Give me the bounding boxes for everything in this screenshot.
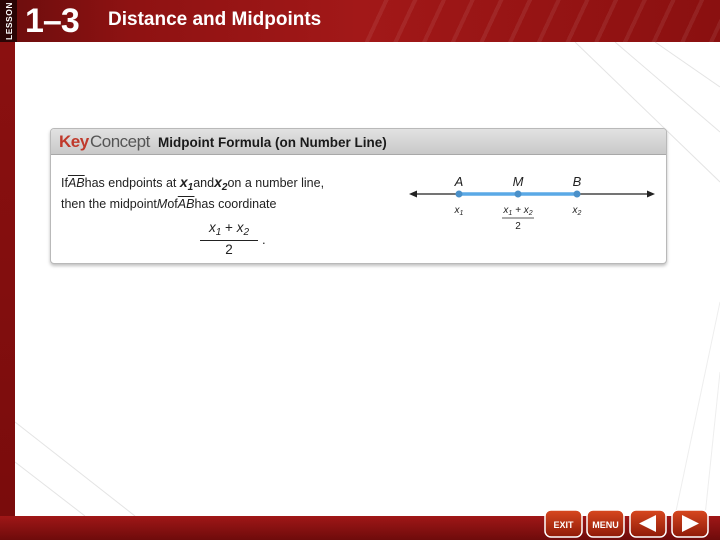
- statement-line-1: [61, 174, 324, 193]
- coord-x2: $x_2$: [572, 205, 582, 217]
- number-line: [407, 171, 657, 251]
- menu-button[interactable]: [587, 510, 624, 537]
- key-concept-box: [50, 128, 667, 264]
- bottom-nav-bar: [0, 510, 720, 540]
- statement-text: If: [61, 176, 68, 190]
- arrow-left-icon: [409, 191, 417, 198]
- formula-period: .: [262, 232, 266, 247]
- statement-text: and: [193, 176, 215, 190]
- arrow-right-icon: [647, 191, 655, 198]
- key-concept-header: [51, 129, 666, 155]
- midpoint-formula: [199, 220, 259, 257]
- statement-text: of: [167, 197, 178, 211]
- key-concept-title: Midpoint Formula (on Number Line): [158, 135, 387, 150]
- lesson-header: [0, 0, 720, 42]
- coord-midpoint: $x_1 + x_2$: [503, 205, 533, 217]
- statement-text: has coordinate: [194, 197, 277, 211]
- lesson-word: LESSON: [4, 2, 14, 40]
- lesson-number: 1–3: [25, 2, 79, 40]
- lesson-tab: [0, 0, 17, 42]
- segment-ab: $\overline{AB}$: [67, 176, 85, 190]
- statement-line-2: [61, 197, 276, 211]
- fraction-bar: [200, 240, 258, 241]
- formula-numerator: $x_1 + x_2$: [208, 220, 249, 238]
- coord-midpoint-denominator: 2: [515, 221, 521, 232]
- header-decoration: [360, 0, 720, 42]
- statement-text: on a number line,: [227, 176, 325, 190]
- variable-x1: $x_1$: [179, 174, 194, 193]
- statement-text: has endpoints at: [84, 176, 177, 190]
- point-b: [574, 191, 581, 198]
- variable-m: M: [156, 197, 168, 211]
- lesson-title: Distance and Midpoints: [108, 9, 322, 30]
- label-a: A: [454, 174, 464, 189]
- variable-x2: $x_2$: [214, 174, 228, 193]
- exit-label: EXIT: [553, 520, 574, 530]
- key-concept-concept-word: Concept: [90, 132, 150, 151]
- exit-button[interactable]: [545, 510, 582, 537]
- background-streaks: [15, 42, 720, 516]
- menu-label: MENU: [592, 520, 619, 530]
- label-m: M: [512, 174, 524, 189]
- key-concept-key-word: Key: [59, 132, 89, 151]
- segment-ab: $\overline{AB}$: [177, 197, 195, 211]
- statement-text: then the midpoint: [61, 197, 157, 211]
- point-a: [456, 191, 463, 198]
- left-rail: [0, 42, 15, 516]
- coord-x1: $x_1$: [454, 205, 464, 217]
- point-m: [515, 191, 522, 198]
- label-b: B: [572, 174, 582, 189]
- previous-button[interactable]: [630, 510, 666, 537]
- next-button[interactable]: [672, 510, 708, 537]
- formula-denominator: 2: [225, 242, 233, 257]
